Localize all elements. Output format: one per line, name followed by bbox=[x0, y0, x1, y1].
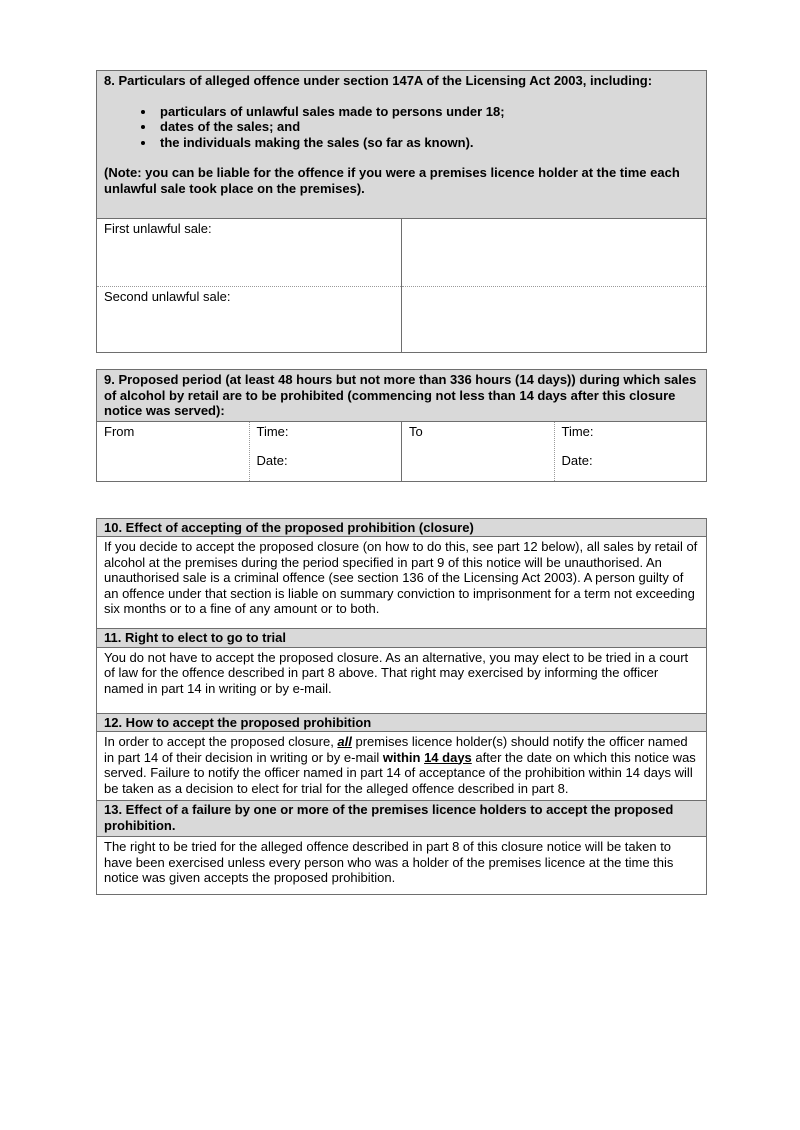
to-date-row[interactable] bbox=[562, 453, 700, 469]
section-12-header: 12. How to accept the proposed prohibition bbox=[97, 713, 707, 732]
from-label: From bbox=[97, 421, 250, 481]
section-8-bullet-list bbox=[104, 104, 699, 151]
time-label: Time: bbox=[256, 423, 289, 439]
from-date-row[interactable] bbox=[257, 453, 395, 469]
second-unlawful-sale-label: Second unlawful sale: bbox=[97, 287, 402, 353]
section-8-title: 8. Particulars of alleged offence under section 147A of the Licensing Act 2003, including: bbox=[104, 73, 653, 88]
section-13-body: The right to be tried for the alleged offence described in part 8 of this closure notice will be taken to have been exercised unless every person who was a holder of the premises licence at the time this notice was given accepts the proposed prohibition. bbox=[97, 837, 707, 895]
section-9-table bbox=[96, 369, 707, 482]
section-8-note: (Note: you can be liable for the offence if you were a premises licence holder at the time each unlawful sale took place on the premises). bbox=[104, 165, 680, 196]
section-11-body: You do not have to accept the proposed closure. As an alternative, you may elect to be tried in a court of law for the offence described in part 8 above. That right may exercised by informing the officer named in part 14 in writing or by e-mail. bbox=[97, 647, 707, 713]
from-time-row[interactable] bbox=[257, 424, 395, 440]
first-unlawful-sale-label: First unlawful sale: bbox=[97, 219, 402, 287]
first-unlawful-sale-field[interactable] bbox=[402, 219, 707, 287]
section-11-header: 11. Right to elect to go to trial bbox=[97, 629, 707, 648]
bullet-item: • particulars of unlawful sales made to persons under 18; bbox=[156, 104, 699, 120]
date-label: Date: bbox=[561, 453, 593, 468]
section-10-header: 10. Effect of accepting of the proposed prohibition (closure) bbox=[97, 518, 707, 537]
section-13-header: 13. Effect of a failure by one or more of the premises licence holders to accept the proposed prohibition. bbox=[97, 801, 707, 837]
section-10-body: If you decide to accept the proposed closure (on how to do this, see part 12 below), all sales by retail of alcohol at the premises during the period specified in part 9 of this notice will be unauthorised. An unauthorised sale is a criminal offence (see section 136 of the Licensing Act 2003). A person guilty of an offence under that section is liable on summary conviction to imprisonment for a term not exceeding six months or to a fine of any amount or to both. bbox=[97, 537, 707, 629]
section-9-header: 9. Proposed period (at least 48 hours but not more than 336 hours (14 days)) during which sales of alcohol by retail are to be prohibited (commencing not less than 14 days after this closure notice was served): bbox=[97, 370, 707, 422]
from-time-date-field[interactable] bbox=[249, 421, 402, 481]
to-time-row[interactable] bbox=[562, 424, 700, 440]
bullet-item: • dates of the sales; and bbox=[156, 119, 699, 135]
closure-notice-document bbox=[96, 70, 707, 895]
sections-10-13-table bbox=[96, 518, 707, 896]
second-unlawful-sale-field[interactable] bbox=[402, 287, 707, 353]
table-row bbox=[97, 287, 707, 353]
table-row bbox=[97, 219, 707, 287]
to-label: To bbox=[402, 421, 555, 481]
section-12-body: In order to accept the proposed closure, all premises licence holder(s) should notify the officer named in part 14 of their decision in writing or by e-mail within 14 days after the date on which this notice was served. Failure to notify the officer named in part 14 of acceptance of the prohibition within 14 days will be taken as a decision to elect for trial for the alleged offence described in part 8. bbox=[97, 732, 707, 801]
bullet-item: • the individuals making the sales (so far as known). bbox=[156, 135, 699, 151]
to-time-date-field[interactable] bbox=[554, 421, 707, 481]
section-8-header bbox=[97, 71, 707, 219]
date-label: Date: bbox=[256, 453, 288, 468]
time-label: Time: bbox=[561, 423, 594, 439]
table-row bbox=[97, 421, 707, 481]
section-8-table bbox=[96, 70, 707, 353]
